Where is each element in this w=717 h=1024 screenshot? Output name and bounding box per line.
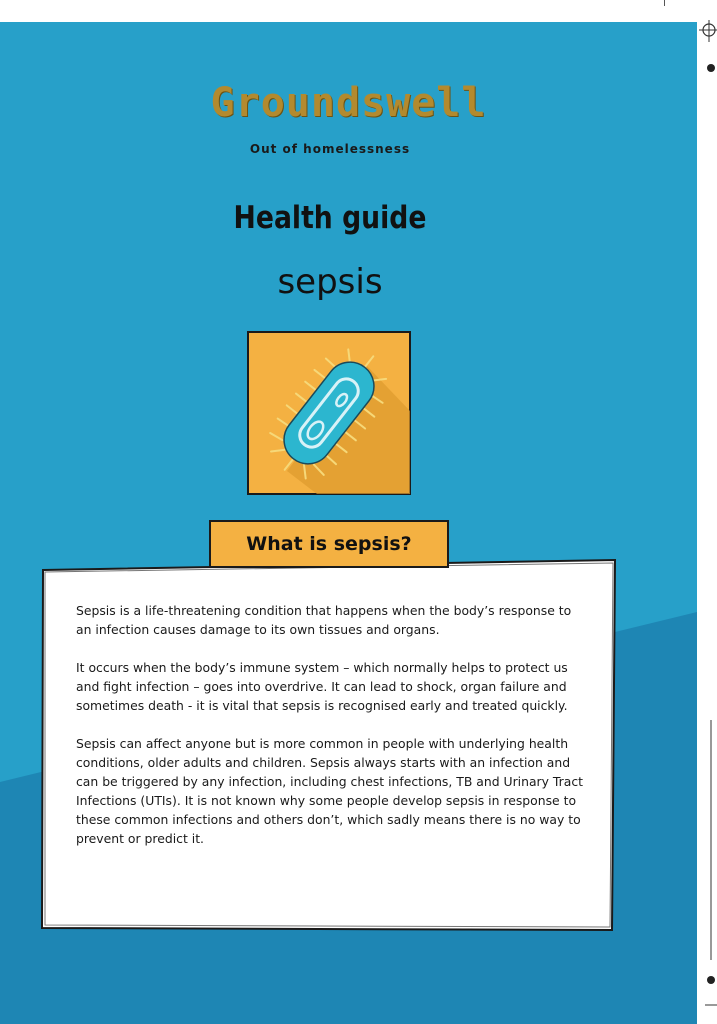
crop-mark: [664, 0, 665, 6]
brand-tagline: Out of homelessness: [249, 142, 411, 156]
paragraph: Sepsis is a life-threatening condition that happens when the body’s response to an infection causes damage to its own tissues and organs.: [76, 603, 572, 637]
paragraph: It occurs when the body’s immune system – which normally helps to protect us and fight infection – goes into overdrive. It can lead to shock, organ failure and sometimes death - it is vital that sepsis is recognised early and treated quickly.: [76, 660, 568, 713]
section-body: [76, 601, 586, 867]
page-title: Health guide: [233, 200, 427, 236]
bacteria-icon: [247, 331, 411, 495]
section-label: What is sepsis?: [209, 520, 449, 568]
paragraph: Sepsis can affect anyone but is more common in people with underlying health conditions, older adults and children. Sepsis always starts with an infection and can be triggered by any infection, including chest infections, TB and Urinary Tract Infections (UTIs). It is not known why some people develop sepsis in response to these common infections and others don’t, which sadly means there is no way to prevent or predict it.: [76, 736, 584, 846]
brand-logo-text: Groundswell: [210, 80, 487, 126]
registration-marks: [697, 0, 717, 1024]
page-subtitle: sepsis: [277, 262, 383, 302]
